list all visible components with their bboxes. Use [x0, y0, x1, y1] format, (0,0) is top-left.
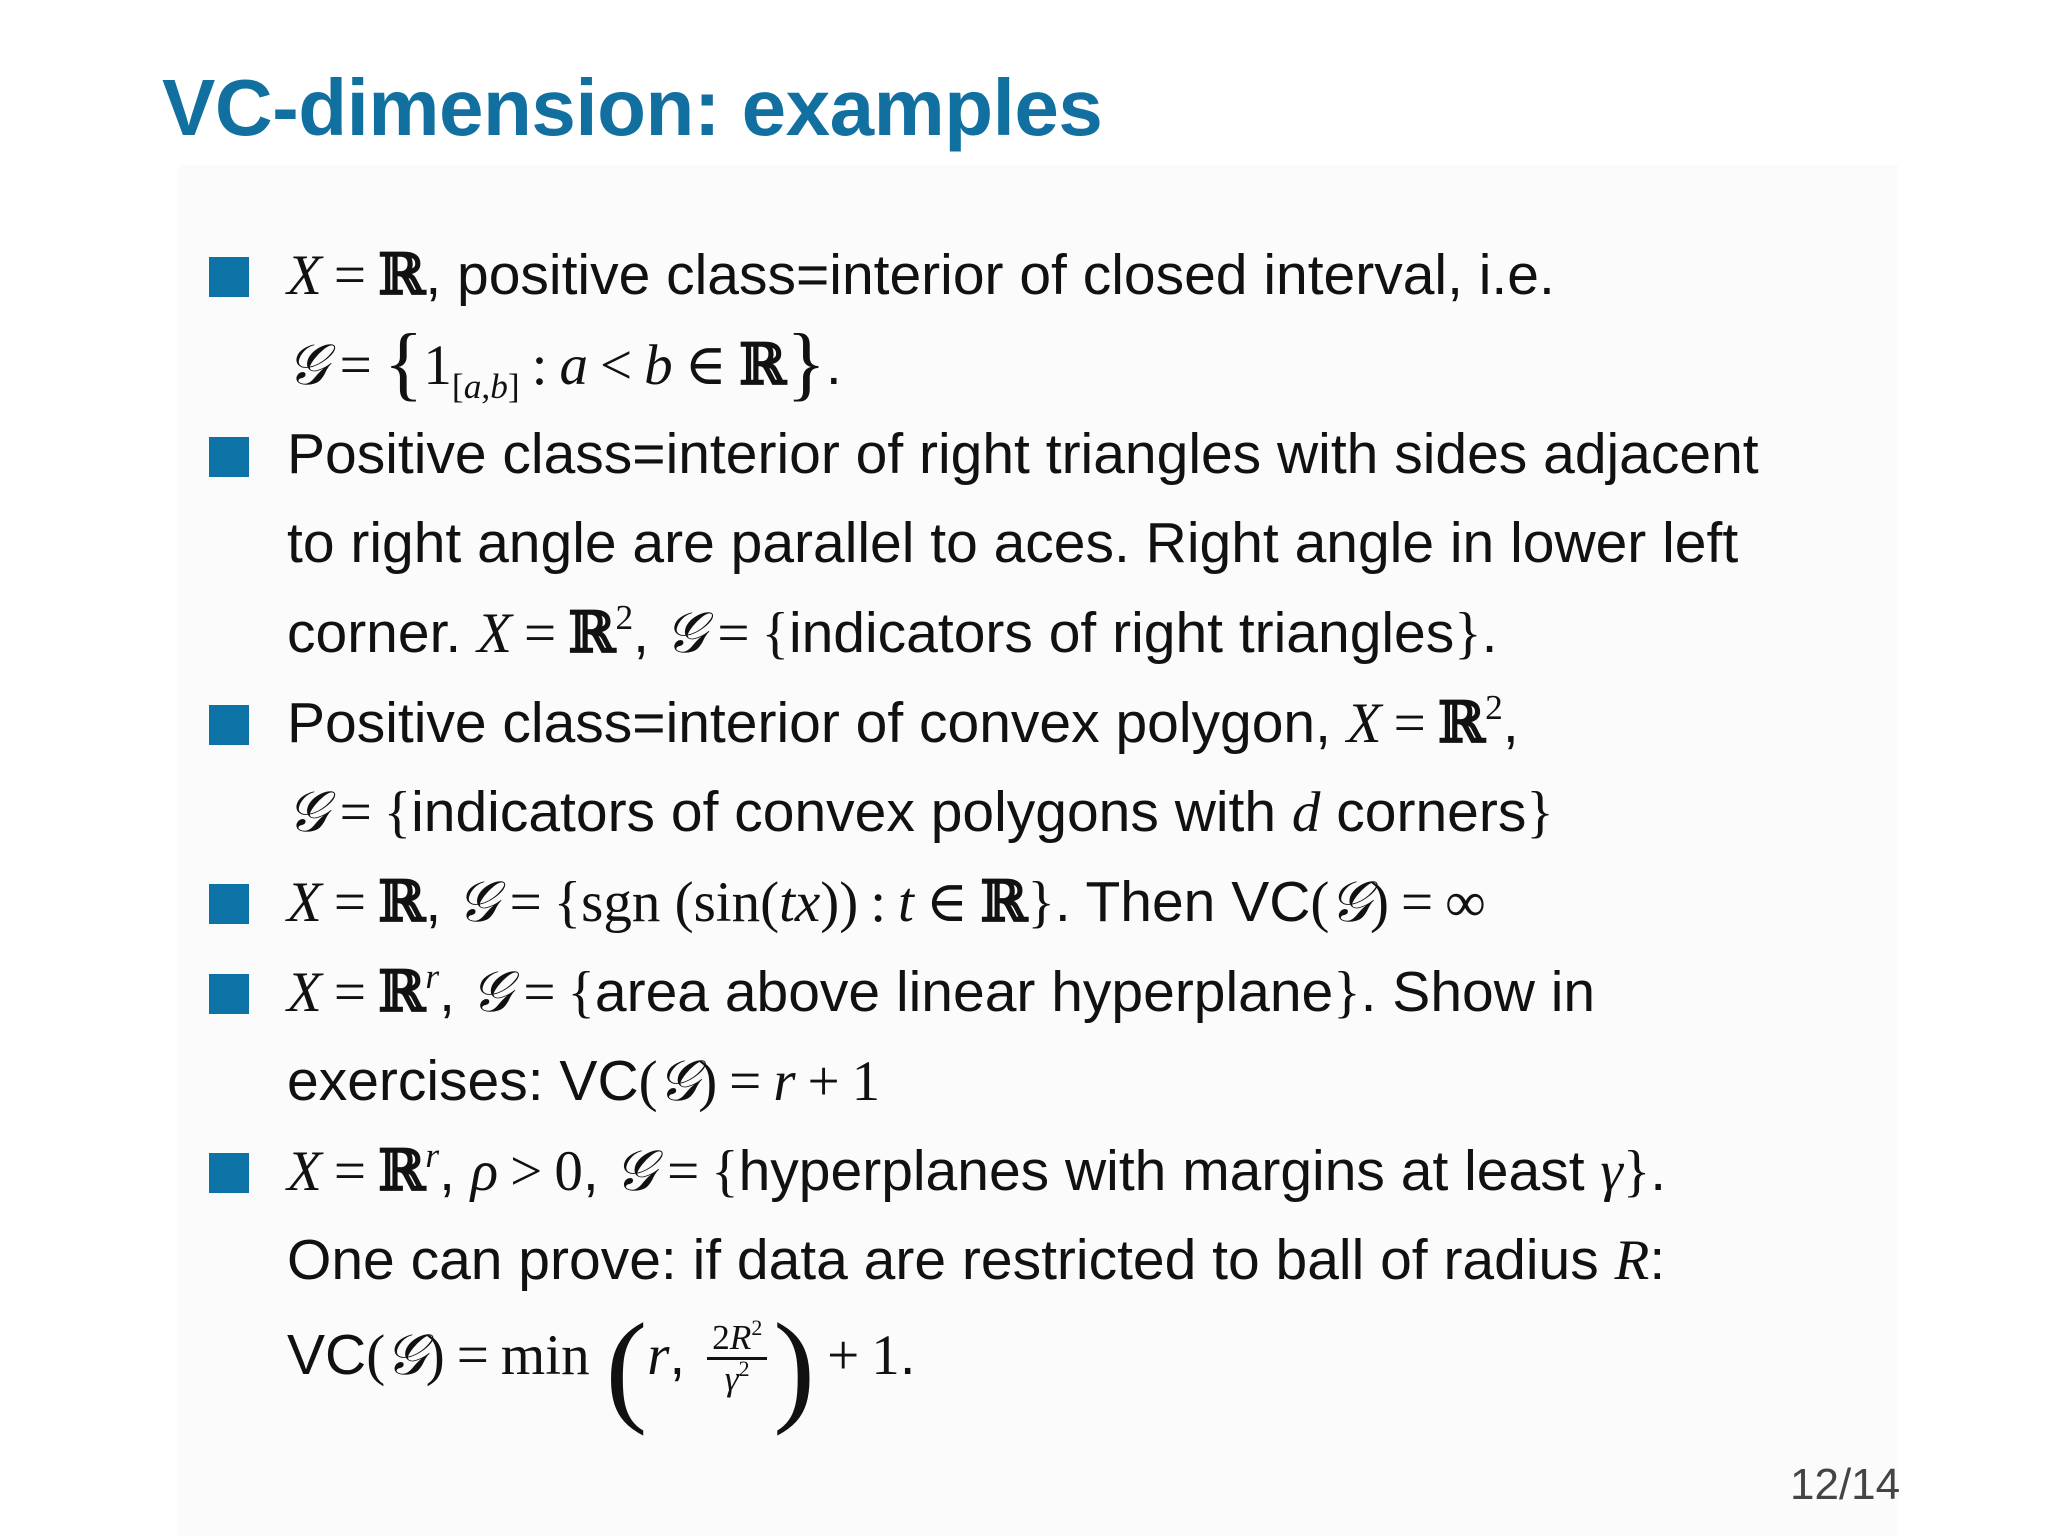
bullet-marker [209, 705, 249, 745]
bullet-marker [209, 1153, 249, 1193]
slide-title: VC-dimension: examples [162, 63, 1103, 152]
bullet-item [205, 1126, 1905, 1438]
fraction: $\frac{2R^2}{\gamma^2}$ [707, 1319, 767, 1400]
bullet-marker [209, 884, 249, 924]
bullet-marker [209, 974, 249, 1014]
bullet-line: to right angle are parallel to aces. Right angle in lower left [287, 511, 1739, 575]
bullet-list [205, 230, 1905, 1438]
page-number: 12/14 [1790, 1460, 1901, 1509]
bullet-item [205, 410, 1905, 678]
bullet-line: X = ℝ$^r$, 𝒢 = {area above linear hyperplane}. Show in [287, 957, 1596, 1025]
bullet-item [205, 230, 1905, 410]
bullet-line: VC(𝒢) = min (r, $\frac{2R^2}{\gamma^2}$ ) + 1. [287, 1298, 916, 1438]
bullet-line: 𝒢 = {indicators of convex polygons with d corners} [287, 779, 1554, 845]
bullet-item [205, 857, 1905, 947]
bullet-line: corner. X = ℝ$^2$, 𝒢 = {indicators of right triangles}. [287, 598, 1498, 666]
bullet-line: 𝒢 = {$1_{[a,b]}$ : a < b ∈ ℝ}. [287, 316, 842, 409]
bullet-marker [209, 257, 249, 297]
bullet-item [205, 947, 1905, 1126]
bullet-line: X = ℝ, 𝒢 = {sgn (sin(tx)) : t ∈ ℝ}. Then VC(𝒢) = ∞ [287, 868, 1486, 935]
bullet-marker [209, 437, 249, 477]
bullet-line: exercises: VC(𝒢) = r + 1 [287, 1048, 881, 1114]
bullet-line: X = ℝ, positive class=interior of closed interval, i.e. [287, 241, 1555, 308]
bullet-item [205, 678, 1905, 857]
bullet-line: X = ℝ$^r$, ρ > 0, 𝒢 = {hyperplanes with margins at least γ}. [287, 1136, 1667, 1204]
bullet-line: Positive class=interior of right triangles with sides adjacent [287, 422, 1759, 486]
bullet-line: One can prove: if data are restricted to ball of radius R: [287, 1228, 1666, 1292]
bullet-line: Positive class=interior of convex polygon, X = ℝ$^2$, [287, 688, 1519, 756]
